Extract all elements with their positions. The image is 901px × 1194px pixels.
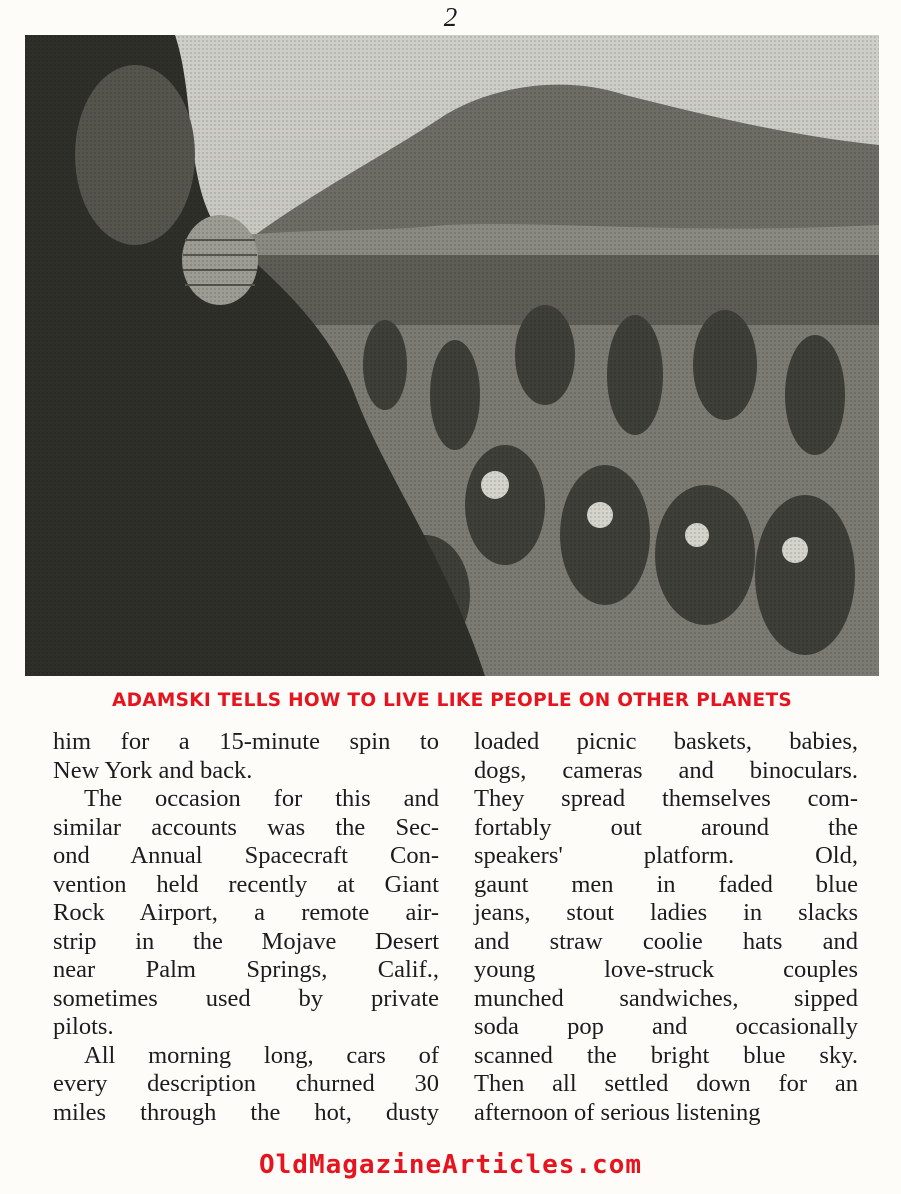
text-line: Then all settled down for an: [474, 1070, 858, 1097]
text-line: miles through the hot, dusty: [53, 1098, 439, 1126]
text-column-left: [53, 728, 439, 1127]
text-line: vention held recently at Giant: [53, 870, 439, 898]
text-line: speakers' platform. Old,: [474, 842, 858, 869]
text-line: soda pop and occasionally: [474, 1013, 858, 1040]
text-line: They spread themselves com-: [474, 785, 858, 812]
text-line: jeans, stout ladies in slacks: [474, 899, 858, 926]
text-line: ond Annual Spacecraft Con-: [53, 842, 439, 869]
text-line: New York and back.: [53, 756, 253, 784]
text-line: near Palm Springs, Calif.,: [53, 956, 439, 983]
text-line: fortably out around the: [474, 813, 858, 841]
page-number: 2: [443, 2, 458, 32]
text-line: sometimes used by private: [53, 984, 439, 1012]
photo-caption: ADAMSKI TELLS HOW TO LIVE LIKE PEOPLE ON OTHER PLANETS: [111, 690, 793, 711]
text-line: afternoon of serious listening: [474, 1098, 761, 1126]
text-line: every description churned 30: [53, 1070, 439, 1097]
text-line: and straw coolie hats and: [474, 927, 858, 955]
text-line: scanned the bright blue sky.: [474, 1041, 858, 1069]
text-column-right: [474, 728, 858, 1127]
text-line: similar accounts was the Sec-: [53, 813, 439, 841]
text-line: munched sandwiches, sipped: [474, 984, 858, 1012]
text-line: dogs, cameras and binoculars.: [474, 756, 858, 784]
crowd-photo-icon: [25, 35, 879, 676]
site-footer-link[interactable]: OldMagazineArticles.com: [258, 1150, 643, 1180]
text-line: young love-struck couples: [474, 956, 858, 983]
text-line: strip in the Mojave Desert: [53, 927, 439, 955]
text-line: loaded picnic baskets, babies,: [474, 728, 858, 755]
text-line: pilots.: [53, 1013, 114, 1040]
text-line: Rock Airport, a remote air-: [53, 899, 439, 926]
text-line: gaunt men in faded blue: [474, 870, 858, 898]
text-line: him for a 15-minute spin to: [53, 728, 439, 755]
crowd-photo: [25, 35, 879, 676]
text-line: The occasion for this and: [84, 785, 439, 812]
text-line: All morning long, cars of: [84, 1041, 439, 1069]
